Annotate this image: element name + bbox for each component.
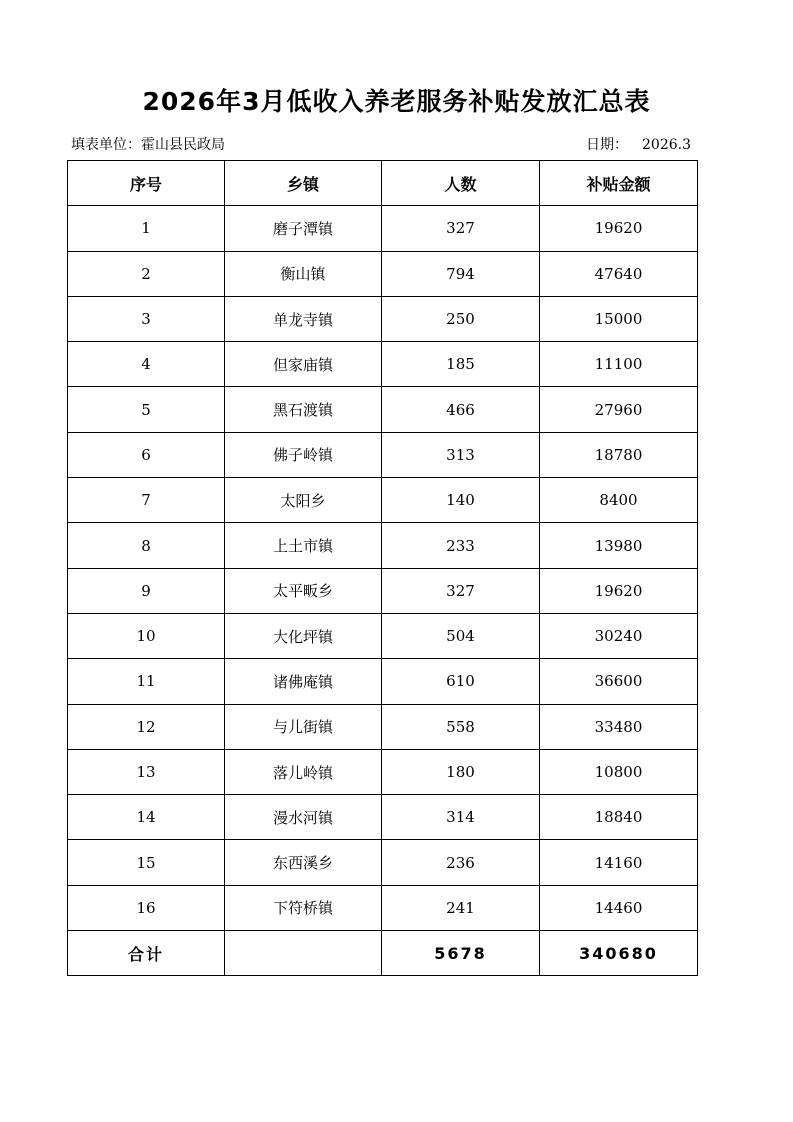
- cell-count: 185: [382, 342, 540, 387]
- date-value: 2026.3: [642, 137, 691, 153]
- cell-amount: 8400: [540, 478, 698, 523]
- total-count: 5678: [382, 931, 540, 976]
- cell-town: 下符桥镇: [225, 885, 382, 930]
- cell-town: 上土市镇: [225, 523, 382, 568]
- table-row: [68, 478, 698, 523]
- table-row: [68, 523, 698, 568]
- cell-town: 但家庙镇: [225, 342, 382, 387]
- table-row: [68, 568, 698, 613]
- total-amount: 340680: [540, 931, 698, 976]
- subsidy-summary-table: [67, 160, 698, 976]
- cell-amount: 11100: [540, 342, 698, 387]
- cell-no: 10: [68, 613, 225, 658]
- fill-unit-label: 填表单位：霍山县民政局: [71, 137, 225, 153]
- table-row: [68, 659, 698, 704]
- cell-no: 8: [68, 523, 225, 568]
- cell-amount: 14460: [540, 885, 698, 930]
- table-row: [68, 251, 698, 296]
- cell-no: 4: [68, 342, 225, 387]
- table-row: [68, 704, 698, 749]
- cell-no: 5: [68, 387, 225, 432]
- cell-town: 黑石渡镇: [225, 387, 382, 432]
- cell-count: 558: [382, 704, 540, 749]
- page-title: 2026年3月低收入养老服务补贴发放汇总表: [142, 87, 651, 116]
- cell-count: 314: [382, 795, 540, 840]
- date-info: [586, 134, 691, 154]
- cell-town: 磨子潭镇: [225, 206, 382, 251]
- cell-town: 东西溪乡: [225, 840, 382, 885]
- table-row: [68, 206, 698, 251]
- cell-count: 241: [382, 885, 540, 930]
- cell-town: 佛子岭镇: [225, 432, 382, 477]
- cell-amount: 15000: [540, 296, 698, 341]
- cell-no: 6: [68, 432, 225, 477]
- cell-town: 太阳乡: [225, 478, 382, 523]
- cell-count: 610: [382, 659, 540, 704]
- cell-amount: 47640: [540, 251, 698, 296]
- cell-town: 漫水河镇: [225, 795, 382, 840]
- cell-amount: 27960: [540, 387, 698, 432]
- cell-no: 14: [68, 795, 225, 840]
- cell-amount: 14160: [540, 840, 698, 885]
- cell-amount: 30240: [540, 613, 698, 658]
- cell-amount: 33480: [540, 704, 698, 749]
- cell-count: 233: [382, 523, 540, 568]
- cell-count: 466: [382, 387, 540, 432]
- cell-count: 313: [382, 432, 540, 477]
- column-header-no: 序号: [68, 161, 225, 206]
- table-row: [68, 840, 698, 885]
- cell-count: 327: [382, 206, 540, 251]
- cell-no: 7: [68, 478, 225, 523]
- cell-no: 15: [68, 840, 225, 885]
- cell-amount: 36600: [540, 659, 698, 704]
- table-row: [68, 749, 698, 794]
- cell-count: 180: [382, 749, 540, 794]
- total-row: [68, 931, 698, 976]
- cell-amount: 19620: [540, 568, 698, 613]
- table-row: [68, 387, 698, 432]
- cell-amount: 10800: [540, 749, 698, 794]
- cell-town: 衡山镇: [225, 251, 382, 296]
- cell-no: 9: [68, 568, 225, 613]
- column-header-count: 人数: [382, 161, 540, 206]
- column-header-amount: 补贴金额: [540, 161, 698, 206]
- cell-amount: 18780: [540, 432, 698, 477]
- cell-no: 12: [68, 704, 225, 749]
- cell-count: 140: [382, 478, 540, 523]
- cell-town: 太平畈乡: [225, 568, 382, 613]
- cell-count: 236: [382, 840, 540, 885]
- cell-count: 504: [382, 613, 540, 658]
- table-row: [68, 613, 698, 658]
- table-row: [68, 795, 698, 840]
- cell-count: 250: [382, 296, 540, 341]
- cell-town: 与儿街镇: [225, 704, 382, 749]
- cell-amount: 19620: [540, 206, 698, 251]
- cell-town: 落儿岭镇: [225, 749, 382, 794]
- table-header-row: [68, 161, 698, 206]
- table-row: [68, 432, 698, 477]
- cell-no: 13: [68, 749, 225, 794]
- cell-town: 大化坪镇: [225, 613, 382, 658]
- date-label: 日期：: [586, 137, 628, 153]
- table-row: [68, 885, 698, 930]
- table-row: [68, 342, 698, 387]
- cell-no: 3: [68, 296, 225, 341]
- total-label: 合计: [68, 931, 225, 976]
- cell-amount: 13980: [540, 523, 698, 568]
- cell-no: 1: [68, 206, 225, 251]
- column-header-town: 乡镇: [225, 161, 382, 206]
- cell-count: 327: [382, 568, 540, 613]
- cell-count: 794: [382, 251, 540, 296]
- cell-amount: 18840: [540, 795, 698, 840]
- table-row: [68, 296, 698, 341]
- cell-no: 11: [68, 659, 225, 704]
- cell-no: 16: [68, 885, 225, 930]
- cell-no: 2: [68, 251, 225, 296]
- cell-town: 诸佛庵镇: [225, 659, 382, 704]
- cell-town: 单龙寺镇: [225, 296, 382, 341]
- total-town: [225, 931, 382, 976]
